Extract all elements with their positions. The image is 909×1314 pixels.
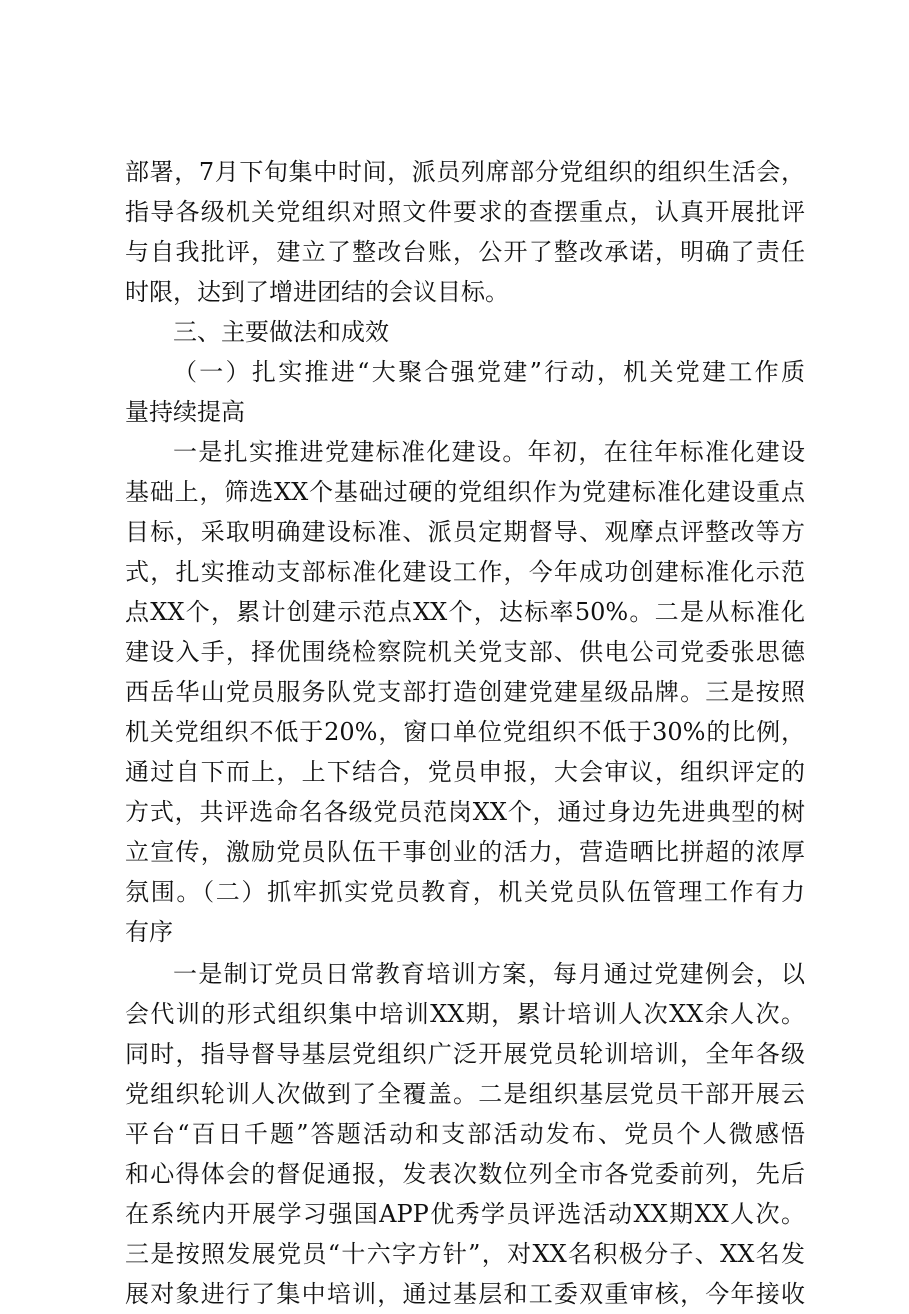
text-line: 目标，采取明确建设标准、派员定期督导、观摩点评整改等方	[125, 518, 805, 546]
text-line: 式，扎实推动支部标准化建设工作，今年成功创建标准化示范	[125, 558, 805, 586]
text-line: 在系统内开展学习强国APP优秀学员评选活动XX期XX人次。	[125, 1200, 805, 1228]
text-line: 通过自下而上，上下结合，党员申报，大会审议，组织评定的	[125, 758, 805, 786]
text-line: 党组织轮训人次做到了全覆盖。二是组织基层党员干部开展云	[125, 1080, 805, 1108]
text-line: 氛围。（二）抓牢抓实党员教育，机关党员队伍管理工作有力	[125, 878, 805, 906]
text-line: 建设入手，择优围绕检察院机关党支部、供电公司党委张思德	[125, 638, 805, 666]
text-line: 部署，7月下旬集中时间，派员列席部分党组织的组织生活会，	[125, 158, 805, 186]
text-line: 时限，达到了增进团结的会议目标。	[125, 278, 509, 306]
text-line: 西岳华山党员服务队党支部打造创建党建星级品牌。三是按照	[125, 678, 805, 706]
text-line: 立宣传，激励党员队伍干事创业的活力，营造晒比拼超的浓厚	[125, 838, 805, 866]
text-line: 点XX个，累计创建示范点XX个，达标率50%。二是从标准化	[125, 598, 805, 626]
text-line: 与自我批评，建立了整改台账，公开了整改承诺，明确了责任	[125, 238, 805, 266]
text-line: 一是制订党员日常教育培训方案，每月通过党建例会，以	[173, 960, 805, 988]
text-line: 平台“百日千题”答题活动和支部活动发布、党员个人微感悟	[125, 1120, 805, 1148]
text-line: 一是扎实推进党建标准化建设。年初，在往年标准化建设	[173, 438, 805, 466]
text-line: 同时，指导督导基层党组织广泛开展党员轮训培训，全年各级	[125, 1040, 805, 1068]
text-line: 和心得体会的督促通报，发表次数位列全市各党委前列，先后	[125, 1160, 805, 1188]
text-line: 有序	[125, 918, 173, 946]
text-line: 展对象进行了集中培训，通过基层和工委双重审核，今年接收	[125, 1280, 805, 1308]
text-line: 三是按照发展党员“十六字方针”，对XX名积极分子、XX名发	[125, 1240, 805, 1268]
subsection-heading: （一）扎实推进“大聚合强党建”行动，机关党建工作质	[173, 358, 805, 386]
text-line: 方式，共评选命名各级党员范岗XX个，通过身边先进典型的树	[125, 798, 805, 826]
subsection-heading-cont: 量持续提高	[125, 398, 245, 426]
text-line: 机关党组织不低于20%，窗口单位党组织不低于30%的比例，	[125, 718, 805, 746]
text-line: 会代训的形式组织集中培训XX期，累计培训人次XX余人次。	[125, 1000, 805, 1028]
section-heading: 三、主要做法和成效	[173, 318, 389, 346]
text-line: 基础上，筛选XX个基础过硬的党组织作为党建标准化建设重点	[125, 478, 805, 506]
text-line: 指导各级机关党组织对照文件要求的查摆重点，认真开展批评	[125, 198, 805, 226]
